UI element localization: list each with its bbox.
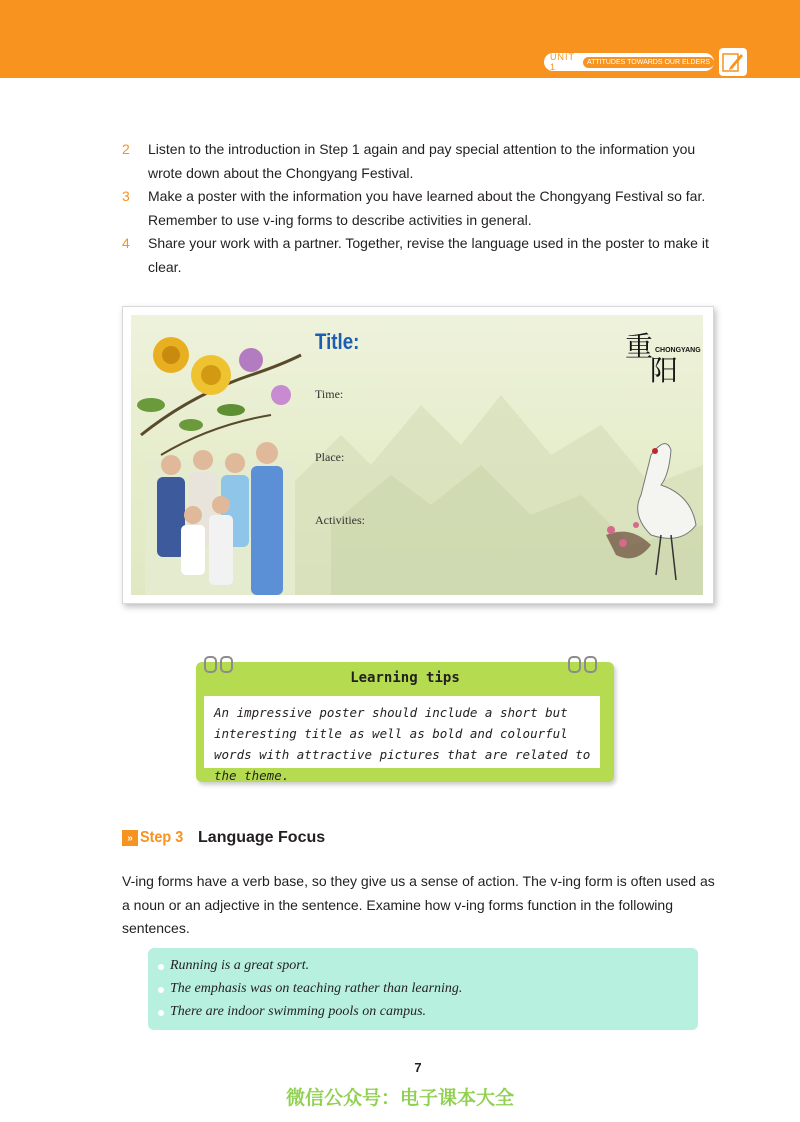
- unit-badge: [544, 53, 714, 71]
- chongyang-logo-char: 重: [625, 330, 654, 363]
- bullet-icon: [158, 1010, 164, 1016]
- family-photo: [145, 442, 295, 595]
- step-item: [122, 185, 718, 232]
- step-text: Share your work with a partner. Together, revise the language used in the poster to make it clear.: [148, 235, 709, 275]
- unit-title: ATTITUDES TOWARDS OUR ELDERS: [583, 57, 714, 68]
- step3-heading: [122, 829, 325, 847]
- example-sentence-text: The emphasis was on teaching rather than learning.: [170, 981, 463, 996]
- step-list: [122, 138, 718, 279]
- learning-tips-text: An impressive poster should include a short but interesting title as well as bold and colourful words with attractive pictures that are related to the theme.: [214, 705, 591, 783]
- step-item: [122, 138, 718, 185]
- step3-label: Step 3: [140, 829, 184, 846]
- step-number: 4: [122, 235, 130, 251]
- header-bar: [0, 0, 800, 78]
- example-sentence-text: Running is a great sport.: [170, 958, 310, 973]
- bullet-icon: [158, 987, 164, 993]
- example-sentence: [170, 1004, 426, 1020]
- pen-icon: [719, 48, 747, 76]
- step-text: Listen to the introduction in Step 1 again and pay special attention to the information you wrote down about the Chongyang Festival.: [148, 141, 696, 181]
- chrysanthemum-illustration: [137, 337, 301, 455]
- watermark-text: 微信公众号：电子课本大全: [285, 1087, 514, 1109]
- step3-title: Language Focus: [198, 829, 326, 846]
- example-sentence: [170, 958, 309, 974]
- step-number: 2: [122, 141, 130, 157]
- step-text: Make a poster with the information you have learned about the Chongyang Festival so far. Remember to use v-ing forms to describe activities in general.: [148, 188, 706, 228]
- poster-illustration: [131, 315, 703, 595]
- poster-time-label: Time:: [315, 387, 344, 401]
- learning-tips-body: [204, 696, 600, 783]
- poster-place-label: Place:: [315, 450, 345, 464]
- step-item: [122, 232, 718, 279]
- learning-tips-title: Learning tips: [350, 670, 460, 686]
- example-sentence-text: There are indoor swimming pools on campus.: [170, 1004, 427, 1019]
- chongyang-logo-text: CHONGYANG: [655, 347, 701, 354]
- poster-activities-label: Activities:: [315, 513, 365, 527]
- unit-label: UNIT 1: [550, 52, 575, 72]
- learning-tips-card: [196, 662, 614, 782]
- poster-frame: [122, 306, 714, 604]
- language-focus-intro: V-ing forms have a verb base, so they give us a sense of action. The v-ing form is often used as a noun or an adjective in the sentence. Examine how v-ing forms function in the following sentences.: [122, 873, 715, 936]
- chongyang-logo-char: 阳: [650, 354, 679, 387]
- step-number: 3: [122, 188, 130, 204]
- poster: [131, 315, 703, 595]
- double-chevron-icon: »: [122, 830, 138, 846]
- example-sentence: [170, 981, 462, 997]
- page-number: 7: [414, 1060, 422, 1075]
- bullet-icon: [158, 964, 164, 970]
- example-sentences-box: [148, 948, 698, 1030]
- poster-title: Title:: [315, 329, 360, 354]
